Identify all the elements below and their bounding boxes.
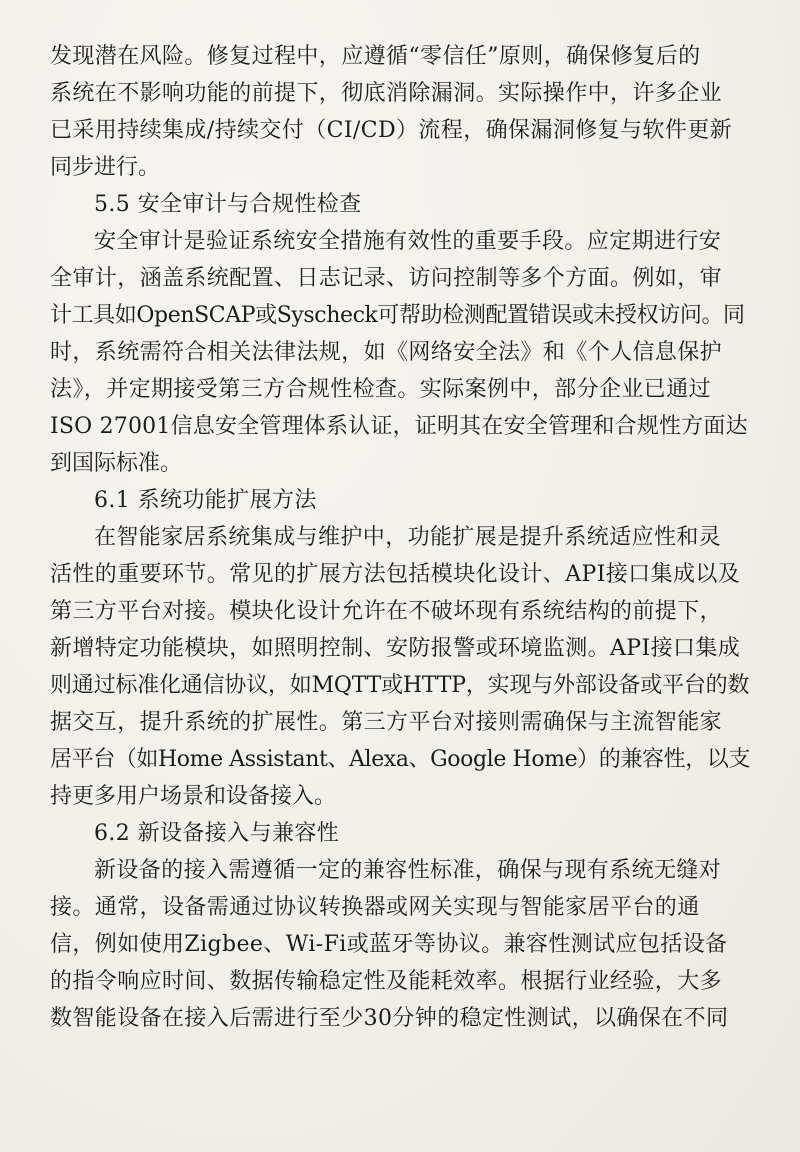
body-text-line: 计工具如OpenSCAP或Syscheck可帮助检测配置错误或未授权访问。同 bbox=[50, 303, 745, 328]
body-text-line: ISO 27001信息安全管理体系认证，证明其在安全管理和合规性方面达 bbox=[50, 414, 748, 439]
document-page bbox=[50, 38, 750, 1037]
body-text-line: 新增特定功能模块，如照明控制、安防报警或环境监测。API接口集成 bbox=[50, 636, 741, 661]
body-text-line: 新设备的接入需遵循一定的兼容性标准，确保与现有系统无缝对 bbox=[94, 858, 722, 883]
body-text-line: 到国际标准。 bbox=[50, 451, 183, 476]
body-text-line: 发现潜在风险。修复过程中，应遵循“零信任”原则，确保修复后的 bbox=[50, 44, 701, 69]
body-text-line: 时，系统需符合相关法律法规，如《网络安全法》和《个人信息保护 bbox=[50, 340, 723, 365]
body-text-line: 据交互，提升系统的扩展性。第三方平台对接则需确保与主流智能家 bbox=[50, 710, 723, 735]
body-text-line: 系统在不影响功能的前提下，彻底消除漏洞。实际操作中，许多企业 bbox=[50, 81, 723, 106]
body-text-line: 则通过标准化通信协议，如MQTT或HTTP，实现与外部设备或平台的数 bbox=[50, 673, 750, 698]
body-text-line: 已采用持续集成/持续交付（CI/CD）流程，确保漏洞修复与软件更新 bbox=[50, 118, 733, 143]
body-text-line: 在智能家居系统集成与维护中，功能扩展是提升系统适应性和灵 bbox=[94, 525, 722, 550]
body-text-line: 第三方平台对接。模块化设计允许在不破坏现有系统结构的前提下， bbox=[50, 599, 723, 624]
body-text-line: 全审计，涵盖系统配置、日志记录、访问控制等多个方面。例如，审 bbox=[50, 266, 723, 291]
body-text-line: 信，例如使用Zigbee、Wi-Fi或蓝牙等协议。兼容性测试应包括设备 bbox=[50, 932, 728, 957]
body-text-line: 持更多用户场景和设备接入。 bbox=[50, 784, 337, 809]
section-heading-6-2: 6.2 新设备接入与兼容性 bbox=[94, 821, 340, 846]
section-heading-6-1: 6.1 系统功能扩展方法 bbox=[94, 488, 317, 513]
body-text-line: 的指令响应时间、数据传输稳定性及能耗效率。根据行业经验，大多 bbox=[50, 969, 723, 994]
body-text-line: 数智能设备在接入后需进行至少30分钟的稳定性测试，以确保在不同 bbox=[50, 1006, 729, 1031]
section-heading-5-5: 5.5 安全审计与合规性检查 bbox=[94, 192, 362, 217]
body-text-line: 同步进行。 bbox=[50, 155, 161, 180]
body-text-line: 法》，并定期接受第三方合规性检查。实际案例中，部分企业已通过 bbox=[50, 377, 712, 402]
body-text-line: 活性的重要环节。常见的扩展方法包括模块化设计、API接口集成以及 bbox=[50, 562, 741, 587]
body-text-line: 安全审计是验证系统安全措施有效性的重要手段。应定期进行安 bbox=[94, 229, 722, 254]
body-text-line: 接。通常，设备需通过协议转换器或网关实现与智能家居平台的通 bbox=[50, 895, 700, 920]
body-text-line: 居平台（如Home Assistant、Alexa、Google Home）的兼容性，以支 bbox=[50, 747, 751, 772]
